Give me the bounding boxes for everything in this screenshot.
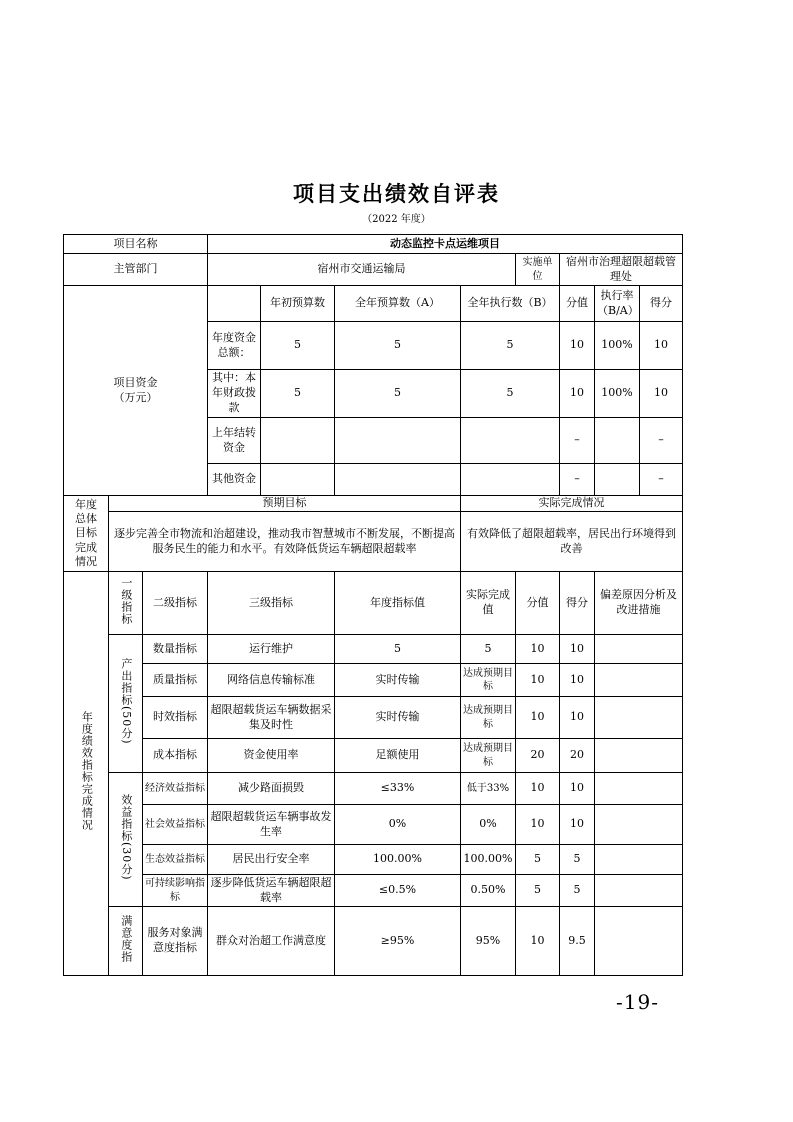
indicator-target: 100.00% bbox=[335, 845, 461, 875]
indicator-level3: 运行维护 bbox=[208, 635, 335, 664]
indicator-deviation bbox=[595, 875, 683, 907]
indicator-deviation bbox=[595, 697, 683, 739]
funds-cell bbox=[335, 464, 461, 496]
indicator-level3: 网络信息传输标准 bbox=[208, 664, 335, 697]
indicator-value: 10 bbox=[516, 907, 560, 976]
indicator-value: 10 bbox=[516, 664, 560, 697]
funds-cell: 5 bbox=[261, 370, 335, 418]
impl-label: 实施单位 bbox=[516, 254, 560, 286]
indicator-deviation bbox=[595, 907, 683, 976]
funds-cell: 10 bbox=[640, 322, 683, 370]
funds-cell: 10 bbox=[560, 322, 595, 370]
indicator-level2: 数量指标 bbox=[143, 635, 208, 664]
funds-row-label: 其他资金 bbox=[208, 464, 261, 496]
indicator-deviation bbox=[595, 664, 683, 697]
funds-cell: 10 bbox=[560, 370, 595, 418]
indicator-deviation bbox=[595, 773, 683, 805]
indicator-deviation bbox=[595, 845, 683, 875]
funds-row-label: 其中：本年财政拨款 bbox=[208, 370, 261, 418]
funds-header-rate: 执行率 （B/A） bbox=[595, 286, 640, 322]
indicator-score: 10 bbox=[560, 805, 595, 845]
header-level1: 一级指标 bbox=[109, 572, 143, 635]
header-actual: 实际完成值 bbox=[461, 572, 516, 635]
impl-value: 宿州市治理超限超载管理处 bbox=[560, 254, 683, 286]
indicator-score: 10 bbox=[560, 664, 595, 697]
project-name-label: 项目名称 bbox=[64, 235, 208, 254]
header-target: 年度指标值 bbox=[335, 572, 461, 635]
indicator-actual: 0% bbox=[461, 805, 516, 845]
indicator-level2: 质量指标 bbox=[143, 664, 208, 697]
indicator-target: 5 bbox=[335, 635, 461, 664]
funds-header-initial: 年初预算数 bbox=[261, 286, 335, 322]
indicator-actual: 达成预期目标 bbox=[461, 697, 516, 739]
funds-label: 项目资金 （万元） bbox=[64, 286, 208, 496]
self-evaluation-table bbox=[63, 234, 683, 976]
funds-cell: 5 bbox=[461, 322, 560, 370]
funds-cell bbox=[335, 418, 461, 464]
indicator-score: 5 bbox=[560, 845, 595, 875]
funds-header-blank bbox=[208, 286, 261, 322]
funds-cell bbox=[461, 464, 560, 496]
indicator-deviation bbox=[595, 739, 683, 773]
goals-actual-header: 实际完成情况 bbox=[461, 496, 683, 512]
funds-cell: 5 bbox=[261, 322, 335, 370]
goals-actual-text: 有效降低了超限超载率，居民出行环境得到改善 bbox=[461, 512, 683, 572]
indicator-level3: 逐步降低货运车辆超限超载率 bbox=[208, 875, 335, 907]
header-deviation: 偏差原因分析及改进措施 bbox=[595, 572, 683, 635]
indicator-actual: 达成预期目标 bbox=[461, 664, 516, 697]
funds-cell bbox=[595, 464, 640, 496]
indicator-score: 10 bbox=[560, 635, 595, 664]
funds-cell: – bbox=[560, 464, 595, 496]
page-number: -19- bbox=[616, 990, 659, 1014]
funds-cell: 5 bbox=[335, 370, 461, 418]
indicator-level2: 成本指标 bbox=[143, 739, 208, 773]
header-score: 得分 bbox=[560, 572, 595, 635]
indicator-target: ≤33% bbox=[335, 773, 461, 805]
indicator-level2: 生态效益指标 bbox=[143, 845, 208, 875]
funds-header-executed: 全年执行数（B） bbox=[461, 286, 560, 322]
indicator-score: 20 bbox=[560, 739, 595, 773]
indicator-target: 足额使用 bbox=[335, 739, 461, 773]
indicator-level2: 经济效益指标 bbox=[143, 773, 208, 805]
header-level3: 三级指标 bbox=[208, 572, 335, 635]
indicator-value: 10 bbox=[516, 697, 560, 739]
indicator-target: 实时传输 bbox=[335, 697, 461, 739]
indicator-score: 5 bbox=[560, 875, 595, 907]
funds-header-score-value: 分值 bbox=[560, 286, 595, 322]
indicator-value: 5 bbox=[516, 845, 560, 875]
indicator-value: 10 bbox=[516, 805, 560, 845]
funds-cell: – bbox=[640, 464, 683, 496]
indicator-actual: 0.50% bbox=[461, 875, 516, 907]
funds-cell: 10 bbox=[640, 370, 683, 418]
indicator-target: ≥95% bbox=[335, 907, 461, 976]
indicator-value: 5 bbox=[516, 875, 560, 907]
dept-value: 宿州市交通运输局 bbox=[208, 254, 516, 286]
indicator-actual: 5 bbox=[461, 635, 516, 664]
indicator-actual: 95% bbox=[461, 907, 516, 976]
group-output: 产出指标(50分) bbox=[109, 635, 143, 773]
indicator-level3: 减少路面损毁 bbox=[208, 773, 335, 805]
indicator-actual: 低于33% bbox=[461, 773, 516, 805]
indicator-level2: 服务对象满意度指标 bbox=[143, 907, 208, 976]
funds-cell bbox=[261, 464, 335, 496]
page-title: 项目支出绩效自评表 bbox=[293, 182, 500, 206]
group-benefit: 效益指标(30分) bbox=[109, 773, 143, 907]
goals-expected-header: 预期目标 bbox=[109, 496, 461, 512]
funds-cell: – bbox=[640, 418, 683, 464]
indicator-actual: 达成预期目标 bbox=[461, 739, 516, 773]
indicator-score: 10 bbox=[560, 773, 595, 805]
funds-cell: 100% bbox=[595, 370, 640, 418]
project-name-value: 动态监控卡点运维项目 bbox=[208, 235, 683, 254]
indicator-score: 9.5 bbox=[560, 907, 595, 976]
indicator-level2: 时效指标 bbox=[143, 697, 208, 739]
header-score-value: 分值 bbox=[516, 572, 560, 635]
funds-row-label: 年度资金总额： bbox=[208, 322, 261, 370]
funds-cell: – bbox=[560, 418, 595, 464]
indicator-actual: 100.00% bbox=[461, 845, 516, 875]
indicator-target: ≤0.5% bbox=[335, 875, 461, 907]
indicators-label: 年度绩效指标完成情况 bbox=[64, 572, 109, 976]
funds-cell bbox=[461, 418, 560, 464]
indicator-level3: 超限超载货运车辆事故发生率 bbox=[208, 805, 335, 845]
indicator-level2: 可持续影响指标 bbox=[143, 875, 208, 907]
indicator-level2: 社会效益指标 bbox=[143, 805, 208, 845]
goals-expected-text: 逐步完善全市物流和治超建设，推动我市智慧城市不断发展，不断提高服务民生的能力和水平。有效降低货运车辆超限超载率 bbox=[109, 512, 461, 572]
indicator-value: 20 bbox=[516, 739, 560, 773]
indicator-deviation bbox=[595, 635, 683, 664]
indicator-value: 10 bbox=[516, 635, 560, 664]
indicator-target: 实时传输 bbox=[335, 664, 461, 697]
indicator-score: 10 bbox=[560, 697, 595, 739]
indicator-target: 0% bbox=[335, 805, 461, 845]
indicator-level3: 群众对治超工作满意度 bbox=[208, 907, 335, 976]
indicator-level3: 居民出行安全率 bbox=[208, 845, 335, 875]
dept-label: 主管部门 bbox=[64, 254, 208, 286]
funds-cell bbox=[261, 418, 335, 464]
indicator-level3: 资金使用率 bbox=[208, 739, 335, 773]
funds-cell: 100% bbox=[595, 322, 640, 370]
indicator-value: 10 bbox=[516, 773, 560, 805]
indicator-level3: 超限超载货运车辆数据采集及时性 bbox=[208, 697, 335, 739]
funds-header-budget: 全年预算数（A） bbox=[335, 286, 461, 322]
funds-cell: 5 bbox=[335, 322, 461, 370]
funds-cell: 5 bbox=[461, 370, 560, 418]
indicator-deviation bbox=[595, 805, 683, 845]
page-subtitle: （2022 年度） bbox=[362, 214, 431, 225]
group-satisfaction: 满意度指 bbox=[109, 907, 143, 976]
funds-header-score: 得分 bbox=[640, 286, 683, 322]
header-level2: 二级指标 bbox=[143, 572, 208, 635]
goals-label: 年度总体目标完成情况 bbox=[64, 496, 109, 572]
funds-row-label: 上年结转资金 bbox=[208, 418, 261, 464]
funds-cell bbox=[595, 418, 640, 464]
